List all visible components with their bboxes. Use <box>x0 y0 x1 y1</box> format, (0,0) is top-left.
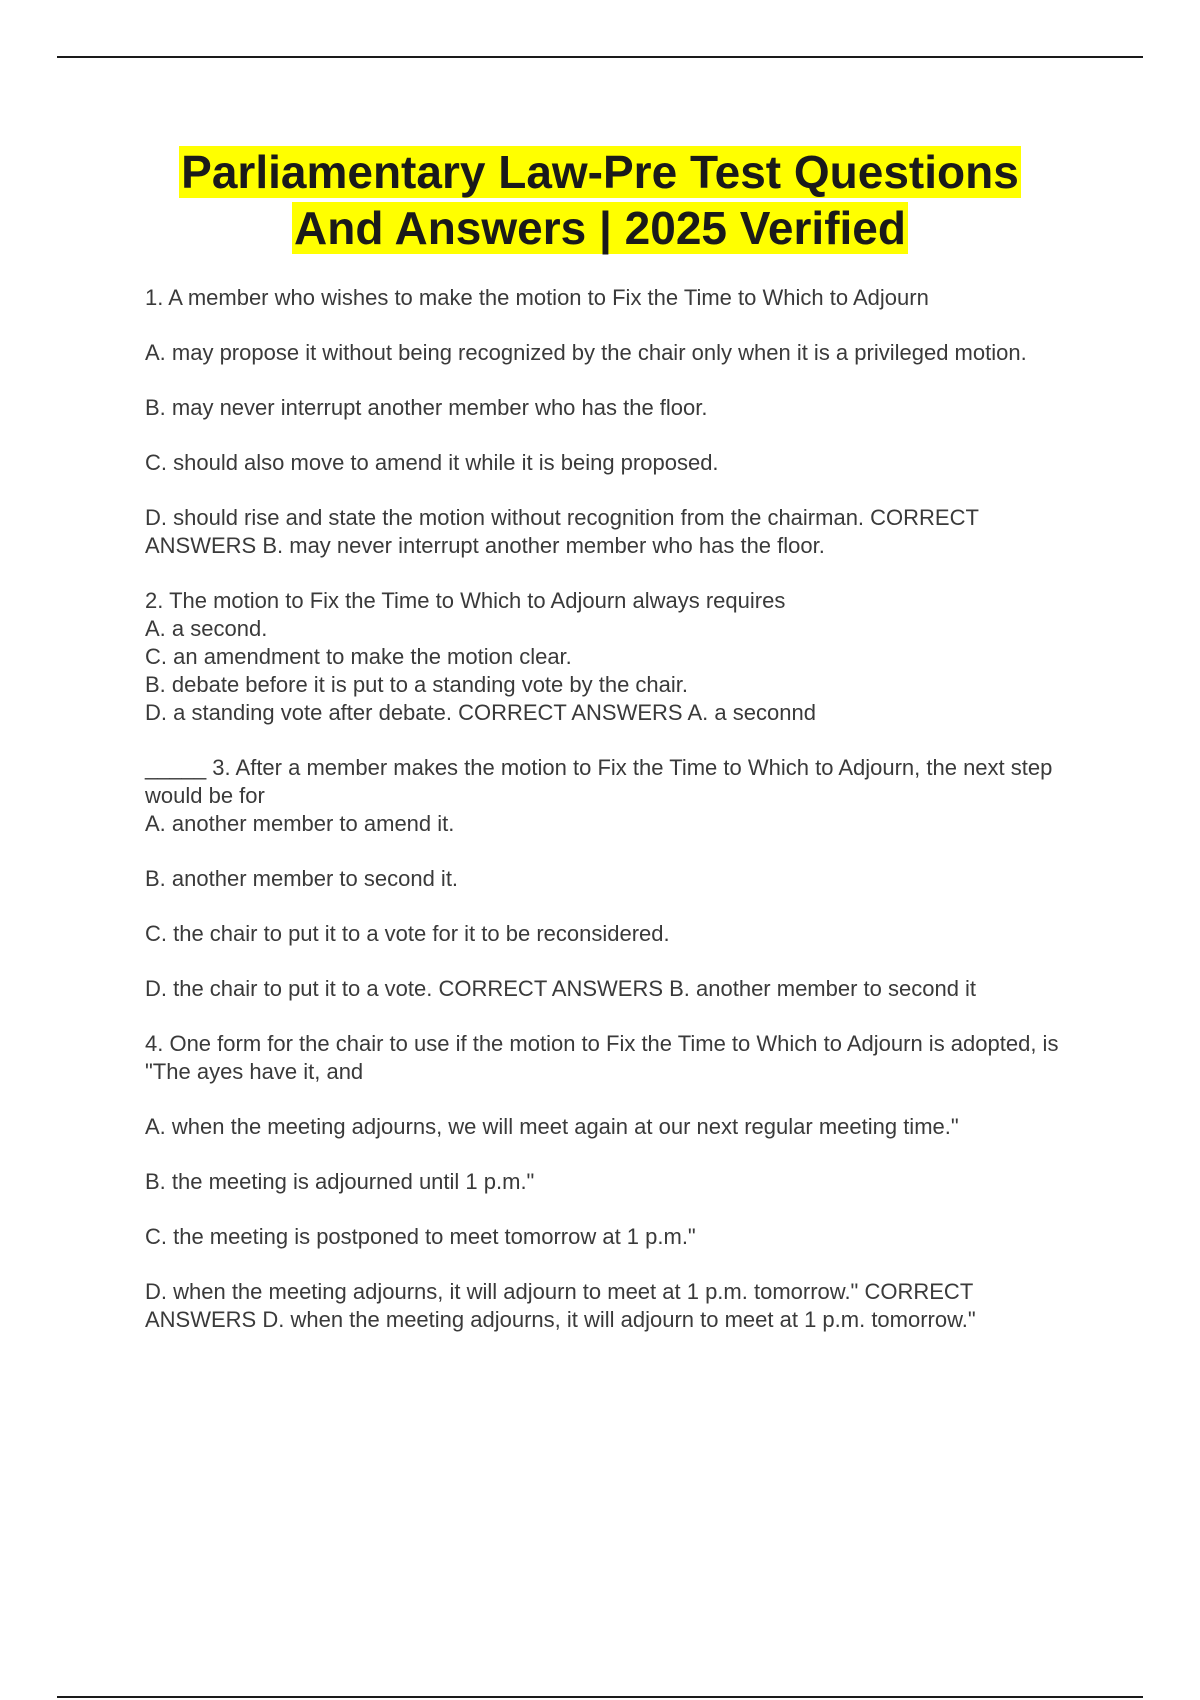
title-line-2: And Answers | 2025 Verified <box>294 202 906 254</box>
question-2-option-d: D. a standing vote after debate. CORRECT ANSWERS A. a seconnd <box>145 700 816 725</box>
question-3-option-a: A. another member to amend it. <box>145 811 455 836</box>
title-line-1: Parliamentary Law-Pre Test Questions <box>181 146 1019 198</box>
question-3-option-d: D. the chair to put it to a vote. CORRECT ANSWERS B. another member to second it <box>145 976 977 1001</box>
document-body <box>145 284 1065 1334</box>
question-4-option-a: A. when the meeting adjourns, we will meet again at our next regular meeting time." <box>145 1114 959 1139</box>
question-3-stem: _____ 3. After a member makes the motion to Fix the Time to Which to Adjourn, the next step would be for <box>145 755 1053 808</box>
question-3-option-c: C. the chair to put it to a vote for it to be reconsidered. <box>145 921 670 946</box>
question-4-option-b: B. the meeting is adjourned until 1 p.m." <box>145 1169 535 1194</box>
question-1-stem: 1. A member who wishes to make the motion to Fix the Time to Which to Adjourn <box>145 285 929 310</box>
question-4-option-d: D. when the meeting adjourns, it will adjourn to meet at 1 p.m. tomorrow." CORRECT ANSWERS D. when the meeting adjourns, it will adjourn to meet at 1 p.m. tomorrow." <box>145 1279 976 1332</box>
question-3-option-b: B. another member to second it. <box>145 866 459 891</box>
page-title <box>100 144 1100 256</box>
question-1-option-a: A. may propose it without being recognized by the chair only when it is a privileged motion. <box>145 340 1027 365</box>
top-rule <box>57 56 1143 58</box>
question-1-option-c: C. should also move to amend it while it is being proposed. <box>145 450 719 475</box>
question-1-option-b: B. may never interrupt another member who has the floor. <box>145 395 708 420</box>
question-2-option-c: C. an amendment to make the motion clear. <box>145 644 572 669</box>
bottom-rule <box>57 1696 1143 1698</box>
question-2-option-b: B. debate before it is put to a standing vote by the chair. <box>145 672 689 697</box>
question-2-stem: 2. The motion to Fix the Time to Which to Adjourn always requires <box>145 588 786 613</box>
question-1-option-d: D. should rise and state the motion without recognition from the chairman. CORRECT ANSWERS B. may never interrupt another member who has the floor. <box>145 505 979 558</box>
question-2-option-a: A. a second. <box>145 616 268 641</box>
question-4-stem: 4. One form for the chair to use if the motion to Fix the Time to Which to Adjourn is adopted, is "The ayes have it, and <box>145 1031 1059 1084</box>
question-4-option-c: C. the meeting is postponed to meet tomorrow at 1 p.m." <box>145 1224 696 1249</box>
